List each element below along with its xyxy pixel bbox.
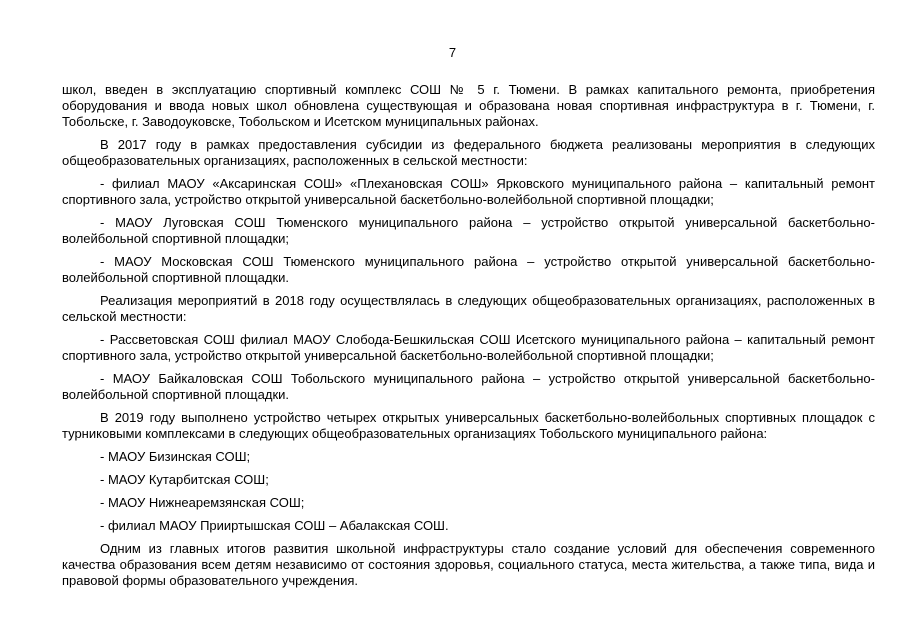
- list-item-moskovskaya: - МАОУ Московская СОШ Тюменского муниципального района – устройство открытой универсальной баскетбольно-волейбольной спортивной площадки.: [62, 254, 875, 285]
- list-item-lugovskaya: - МАОУ Луговская СОШ Тюменского муниципального района – устройство открытой универсальной баскетбольно-волейбольной спортивной площадки;: [62, 215, 875, 246]
- list-item-rassvetovskaya: - Рассветовская СОШ филиал МАОУ Слобода-Бешкильская СОШ Исетского муниципального района – капитальный ремонт спортивного зала, устройство открытой универсальной баскетбольно-волейбольной спортивной площадки;: [62, 332, 875, 363]
- list-item-abalakskaya: - филиал МАОУ Прииртышская СОШ – Абалакская СОШ.: [100, 518, 449, 533]
- list-item-aksarinskaya: - филиал МАОУ «Аксаринская СОШ» «Плехановская СОШ» Ярковского муниципального района – капитальный ремонт спортивного зала, устройство открытой универсальной баскетбольно-волейбольной спортивной площадки;: [62, 176, 875, 207]
- list-item-kutarbitskaya: - МАОУ Кутарбитская СОШ;: [100, 472, 269, 487]
- list-item-nizhnearemzyanskaya: - МАОУ Нижнеаремзянская СОШ;: [100, 495, 305, 510]
- document-body: [62, 82, 875, 596]
- page-number: 7: [448, 45, 457, 60]
- list-item-bizinskaya: - МАОУ Бизинская СОШ;: [100, 449, 251, 464]
- paragraph-2018-intro: Реализация мероприятий в 2018 году осуществлялась в следующих общеобразовательных организациях, расположенных в сельской местности:: [62, 293, 875, 324]
- paragraph-conclusion: Одним из главных итогов развития школьной инфраструктуры стало создание условий для обеспечения современного качества образования всем детям независимо от состояния здоровья, социального статуса, места жительства, а также типа, вида и правовой формы образовательного учреждения.: [62, 541, 875, 588]
- paragraph-2017-intro: В 2017 году в рамках предоставления субсидии из федерального бюджета реализованы мероприятия в следующих общеобразовательных организациях, расположенных в сельской местности:: [62, 137, 875, 168]
- list-item-baykalovskaya: - МАОУ Байкаловская СОШ Тобольского муниципального района – устройство открытой универсальной баскетбольно-волейбольной спортивной площадки.: [62, 371, 875, 402]
- paragraph-2019-intro: В 2019 году выполнено устройство четырех открытых универсальных баскетбольно-волейбольных спортивных площадок с турниковыми комплексами в следующих общеобразовательных организациях Тобольского муниципального района:: [62, 410, 875, 441]
- paragraph-continuation: школ, введен в эксплуатацию спортивный комплекс СОШ № 5 г. Тюмени. В рамках капитального ремонта, приобретения оборудования и ввода новых школ обновлена существующая и образована новая спортивная инфраструктура в г. Тюмени, г. Тобольске, г. Заводоуковске, Тобольском и Исетском муниципальных районах.: [62, 82, 875, 129]
